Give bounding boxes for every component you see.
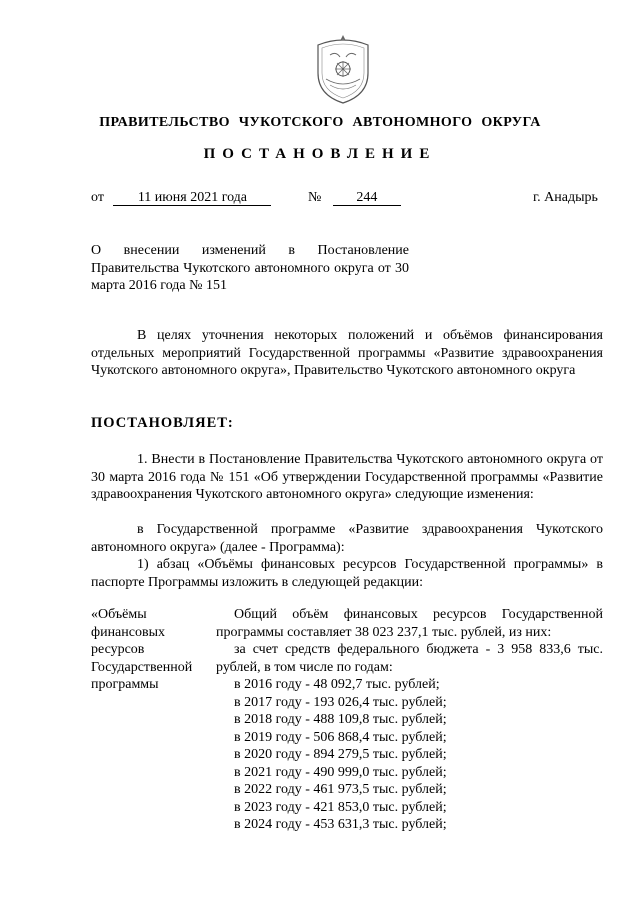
passport-label-cell: «Объёмы финансовых ресурсов Государственной программы (91, 607, 193, 692)
year-row: в 2022 году - 461 973,5 тыс. рублей; (234, 782, 447, 797)
passport-value-cell (216, 606, 603, 834)
from-label: от (91, 190, 104, 205)
decree-date: 11 июня 2021 года (113, 190, 271, 206)
number-label: № (308, 190, 322, 205)
government-title: ПРАВИТЕЛЬСТВО ЧУКОТСКОГО АВТОНОМНОГО ОКРУГА (99, 115, 541, 130)
number-line (308, 190, 401, 206)
resolves-heading: ПОСТАНОВЛЯЕТ: (91, 415, 234, 431)
item-1-subparagraph: в Государственной программе «Развитие здравоохранения Чукотского автономного округа» (далее - Программа): (91, 522, 603, 555)
federal-budget-text: за счет средств федерального бюджета - 3 958 833,6 тыс. рублей, в том числе по годам: (216, 642, 603, 675)
year-row: в 2019 году - 506 868,4 тыс. рублей; (234, 729, 447, 745)
total-volume-text: Общий объём финансовых ресурсов Государственной программы составляет 38 023 237,1 тыс. рублей, из них: (216, 607, 603, 640)
year-row: в 2017 году - 193 026,4 тыс. рублей; (234, 694, 447, 710)
years-list (216, 676, 603, 834)
year-row: в 2018 году - 488 109,8 тыс. рублей; (234, 712, 447, 727)
coat-of-arms-emblem (312, 33, 374, 105)
year-row: в 2024 году - 453 631,3 тыс. рублей; (234, 817, 447, 832)
document-type-title: ПОСТАНОВЛЕНИЕ (203, 146, 437, 162)
decree-number: 244 (333, 190, 401, 206)
place: г. Анадырь (533, 190, 598, 205)
date-line-from (91, 190, 271, 206)
item-1-paragraph: 1. Внести в Постановление Правительства Чукотского автономного округа от 30 марта 2016 года № 151 «Об утверждении Государственной программы «Развитие здравоохранения Чукотского автономного округа» следующие изменения: (91, 452, 603, 502)
year-row: в 2021 году - 490 999,0 тыс. рублей; (234, 764, 447, 780)
year-row: в 2023 году - 421 853,0 тыс. рублей; (234, 799, 447, 815)
preamble-paragraph: В целях уточнения некоторых положений и объёмов финансирования отдельных мероприятий Государственной программы «Развитие здравоохранения Чукотского автономного округа», Правительство Чукотского автономного округа (91, 328, 603, 378)
year-row: в 2016 году - 48 092,7 тыс. рублей; (234, 677, 440, 692)
item-1-1-paragraph: 1) абзац «Объёмы финансовых ресурсов Государственной программы» в паспорте Программы изложить в следующей редакции: (91, 557, 603, 590)
year-row: в 2020 году - 894 279,5 тыс. рублей; (234, 747, 447, 762)
decree-subject: О внесении изменений в Постановление Правительства Чукотского автономного округа от 30 марта 2016 года № 151 (91, 243, 409, 293)
